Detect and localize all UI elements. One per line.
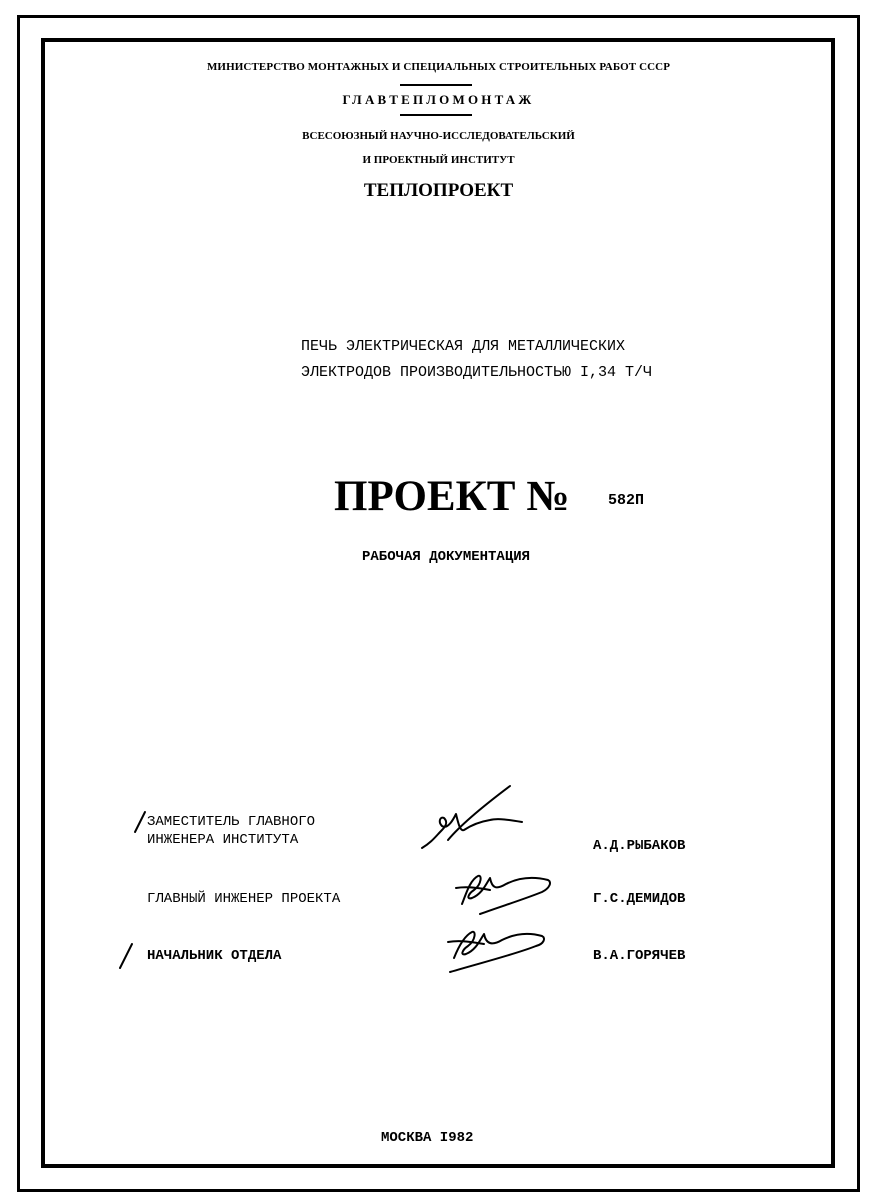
signature-2 — [452, 860, 562, 927]
check-mark-3 — [118, 942, 134, 975]
signatory-role-1-line-2: ИНЖЕНЕРА ИНСТИТУТА — [147, 832, 299, 848]
subject-line-1: ПЕЧЬ ЭЛЕКТРИЧЕСКАЯ ДЛЯ МЕТАЛЛИЧЕСКИХ — [301, 338, 626, 355]
city-year: МОСКВА I982 — [381, 1130, 474, 1146]
institute-line-2: И ПРОЕКТНЫЙ ИНСТИТУТ — [362, 154, 515, 166]
signatory-role-2-line-1: ГЛАВНЫЙ ИНЖЕНЕР ПРОЕКТА — [147, 891, 341, 907]
ministry-heading: МИНИСТЕРСТВО МОНТАЖНЫХ И СПЕЦИАЛЬНЫХ СТРОИТЕЛЬНЫХ РАБОТ СССР — [206, 61, 671, 73]
check-mark-3-icon — [118, 942, 134, 970]
subject-line-2: ЭЛЕКТРОДОВ ПРОИЗВОДИТЕЛЬНОСТЬЮ I,34 Т/Ч — [301, 364, 653, 381]
signature-1 — [418, 782, 533, 859]
signature-1-icon — [418, 782, 533, 854]
document-type: РАБОЧАЯ ДОКУМЕНТАЦИЯ — [362, 549, 531, 565]
signatory-role-3-line-1: НАЧАЛЬНИК ОТДЕЛА — [147, 948, 282, 964]
check-mark-1-icon — [133, 810, 147, 834]
signatory-name-1: А.Д.РЫБАКОВ — [593, 838, 686, 854]
trust-heading: ГЛАВТЕПЛОМОНТАЖ — [342, 92, 535, 107]
signature-3 — [444, 918, 554, 983]
check-mark-1 — [133, 810, 147, 839]
project-number: 582П — [608, 492, 645, 509]
project-title: ПРОЕКТ № — [334, 473, 570, 520]
header-rule-bottom — [400, 114, 472, 116]
institute-line-1: ВСЕСОЮЗНЫЙ НАУЧНО-ИССЛЕДОВАТЕЛЬСКИЙ — [302, 130, 575, 142]
signature-2-icon — [452, 860, 562, 922]
header-rule-top — [400, 84, 472, 86]
inner-frame — [41, 38, 835, 1168]
signatory-name-2: Г.С.ДЕМИДОВ — [593, 891, 686, 907]
signatory-role-1-line-1: ЗАМЕСТИТЕЛЬ ГЛАВНОГО — [147, 814, 316, 830]
institute-name: ТЕПЛОПРОЕКТ — [363, 180, 514, 201]
signatory-name-3: В.А.ГОРЯЧЕВ — [593, 948, 686, 964]
signature-3-icon — [444, 918, 554, 978]
